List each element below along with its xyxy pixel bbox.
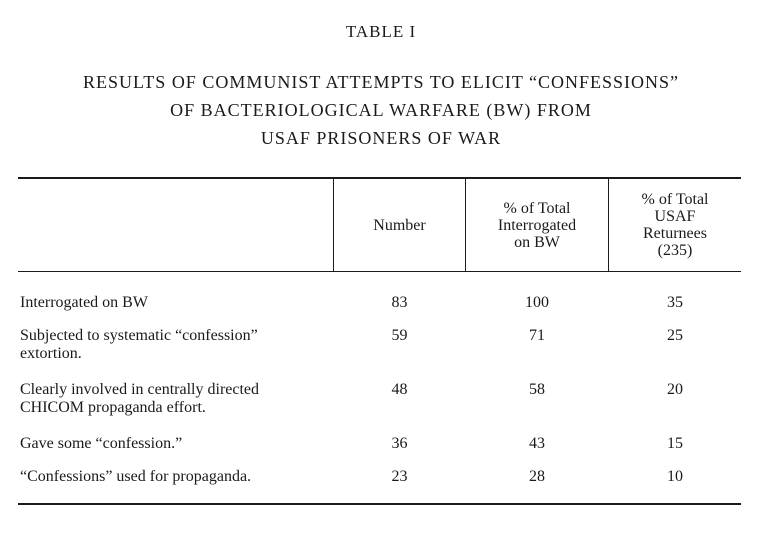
table-title: [0, 68, 762, 152]
table-label: TABLE I: [345, 22, 417, 41]
row-label: “Confessions” used for propaganda.: [20, 468, 252, 485]
row-label: Interrogated on BW: [20, 294, 148, 311]
bottom-rule: [18, 503, 741, 505]
cell-pct-returnees: 15: [667, 435, 683, 452]
header-pct-returnees: [609, 179, 741, 271]
title-line: OF BACTERIOLOGICAL WARFARE (BW) FROM: [170, 100, 592, 120]
cell-number: 48: [391, 381, 408, 398]
row-label: Gave some “confession.”: [20, 435, 183, 452]
row-label: Subjected to systematic “confession” extortion.: [20, 327, 258, 362]
cell-pct-returnees: 20: [667, 381, 683, 398]
header-number: [334, 179, 465, 271]
cell-pct-interrogated: 71: [529, 327, 545, 344]
cell-number: 83: [391, 294, 408, 311]
cell-number: 36: [391, 435, 408, 452]
header-pct-interrogated: [466, 179, 608, 271]
header-pct-returnees-text: % of Total USAF Returnees (235): [641, 191, 709, 259]
cell-pct-interrogated: 28: [529, 468, 545, 485]
cell-pct-interrogated: 100: [525, 294, 549, 311]
header-pct-interrogated-text: % of Total Interrogated on BW: [497, 199, 577, 251]
cell-pct-interrogated: 43: [529, 435, 545, 452]
title-line: RESULTS OF COMMUNIST ATTEMPTS TO ELICIT “CONFESSIONS”: [82, 72, 680, 92]
cell-pct-returnees: 10: [667, 468, 683, 485]
cell-pct-returnees: 25: [667, 327, 683, 344]
cell-number: 59: [391, 327, 408, 344]
row-label: Clearly involved in centrally directed CHICOM propaganda effort.: [20, 381, 260, 416]
title-line: USAF PRISONERS OF WAR: [260, 128, 502, 148]
cell-pct-interrogated: 58: [529, 381, 545, 398]
header-number-text: Number: [373, 216, 426, 234]
header-rule: [18, 271, 741, 272]
cell-number: 23: [391, 468, 408, 485]
cell-pct-returnees: 35: [667, 294, 683, 311]
